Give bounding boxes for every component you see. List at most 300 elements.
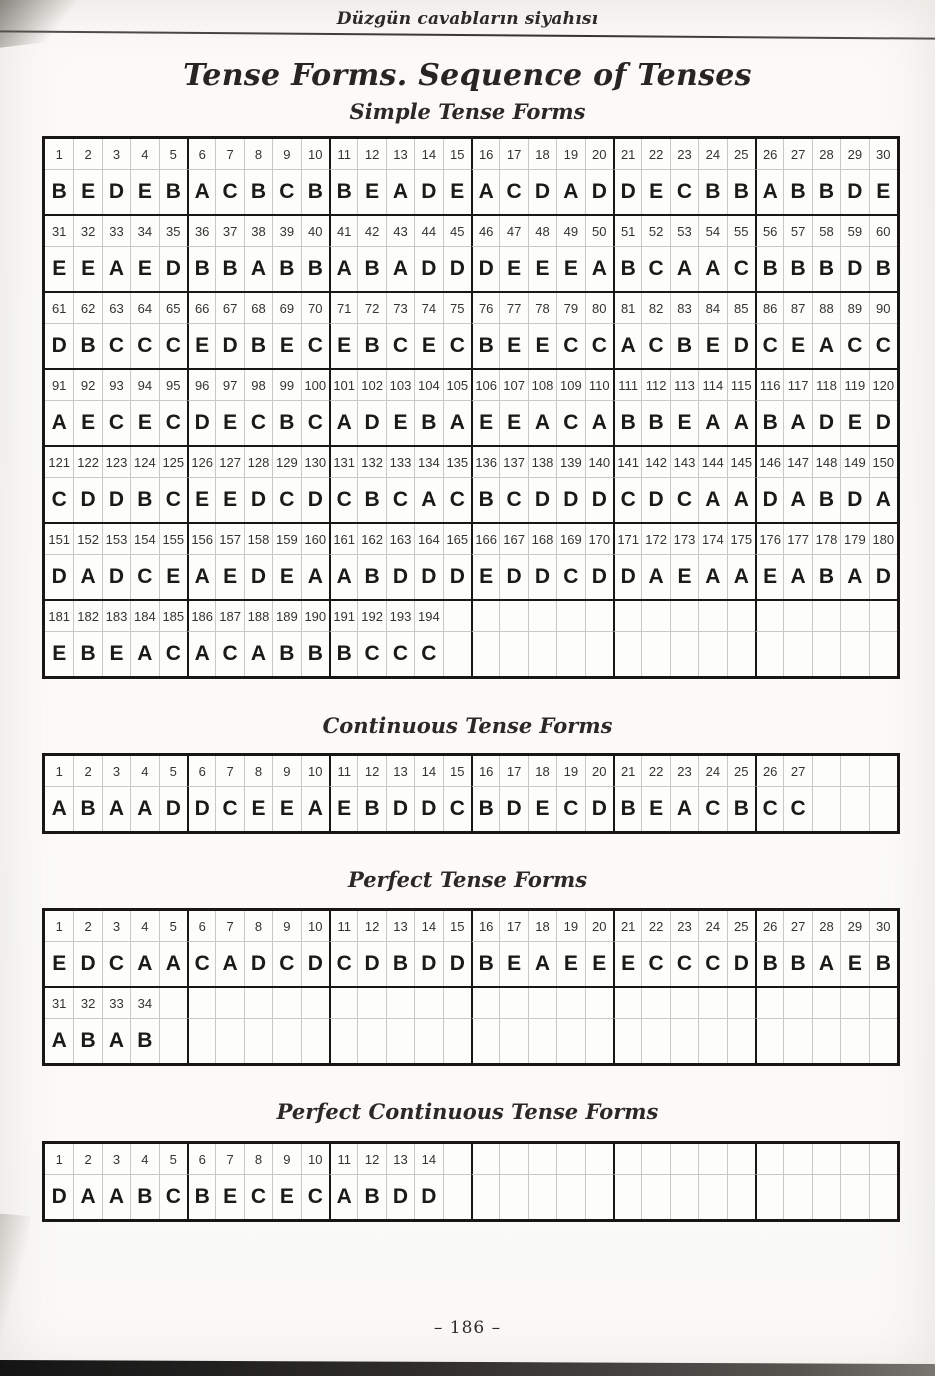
question-number: 46: [471, 216, 499, 247]
answer-sections: [0, 99, 935, 1222]
answer-letter: B: [613, 401, 641, 445]
answer-letter: E: [102, 632, 130, 676]
answer-letter: B: [357, 478, 385, 522]
question-number: 158: [244, 524, 272, 555]
question-number: 43: [386, 216, 414, 247]
question-number: 44: [414, 216, 442, 247]
question-number: 63: [102, 293, 130, 324]
question-number: 150: [869, 447, 897, 478]
answer-letter: C: [556, 401, 584, 445]
question-number: 47: [499, 216, 527, 247]
answer-letter: A: [187, 632, 215, 676]
answer-letter: [528, 1019, 556, 1063]
answer-letter: B: [869, 942, 897, 986]
answer-letter: B: [386, 942, 414, 986]
answer-letter: D: [727, 942, 755, 986]
answer-letter: C: [443, 787, 471, 831]
question-number: 108: [528, 370, 556, 401]
answer-letter: [244, 1019, 272, 1063]
answer-letter: [443, 632, 471, 676]
answer-letter: C: [869, 324, 897, 368]
question-number: 1: [45, 139, 73, 170]
question-number: 146: [755, 447, 783, 478]
question-number: 159: [272, 524, 300, 555]
question-number: [499, 1144, 527, 1175]
question-number: 16: [471, 911, 499, 942]
answer-letter: C: [301, 324, 329, 368]
answer-letter: E: [755, 555, 783, 599]
answer-letter: B: [755, 247, 783, 291]
answer-letter: C: [272, 942, 300, 986]
question-number: 7: [215, 139, 243, 170]
answer-letter: A: [840, 555, 868, 599]
answer-letter: E: [528, 247, 556, 291]
question-number: 133: [386, 447, 414, 478]
question-number: 7: [215, 911, 243, 942]
question-number: 11: [329, 756, 357, 787]
answer-letter: [443, 1175, 471, 1219]
answer-letter: B: [755, 401, 783, 445]
answer-letter: E: [52, 257, 67, 280]
question-number: 11: [329, 911, 357, 942]
answer-letter: C: [102, 942, 130, 986]
question-number: 171: [613, 524, 641, 555]
question-number: 123: [102, 447, 130, 478]
answer-letter: E: [130, 170, 158, 214]
question-number: 129: [272, 447, 300, 478]
question-number: 61: [45, 293, 73, 324]
question-number: [386, 988, 414, 1019]
answer-letter: D: [840, 170, 868, 214]
question-number: 22: [641, 756, 669, 787]
answer-letter: A: [244, 247, 272, 291]
question-number: 30: [869, 139, 897, 170]
answer-letter: [528, 632, 556, 676]
table-row: [45, 599, 897, 676]
question-number: 188: [244, 601, 272, 632]
question-number: 64: [130, 293, 158, 324]
question-number: 152: [73, 524, 101, 555]
question-number: 83: [670, 293, 698, 324]
question-number: 18: [528, 911, 556, 942]
answer-letter: A: [528, 942, 556, 986]
question-number: 1: [45, 1144, 73, 1175]
question-number: 26: [755, 139, 783, 170]
answer-letter: E: [869, 170, 897, 214]
question-number: 20: [585, 756, 613, 787]
answer-letter: C: [329, 942, 357, 986]
answer-letter: [840, 787, 868, 831]
question-number: 31: [45, 988, 73, 1019]
answer-letter: A: [187, 170, 215, 214]
question-number: [613, 601, 641, 632]
question-number: 154: [130, 524, 158, 555]
table-row: [45, 368, 897, 445]
table-row: [45, 291, 897, 368]
question-number: [840, 756, 868, 787]
answer-letter: E: [272, 555, 300, 599]
answer-letter: B: [73, 1019, 101, 1063]
answer-letter: B: [727, 787, 755, 831]
answer-letter: E: [698, 324, 726, 368]
answer-letter: B: [783, 247, 811, 291]
page-number: – 186 –: [433, 1318, 502, 1338]
answer-letter: D: [386, 555, 414, 599]
answer-letter: E: [613, 942, 641, 986]
question-number: 39: [272, 216, 300, 247]
question-number: 30: [869, 911, 897, 942]
question-number: 21: [613, 756, 641, 787]
answer-letter: A: [783, 478, 811, 522]
answer-letter: [556, 1019, 584, 1063]
question-number: 1: [45, 911, 73, 942]
question-number: [783, 988, 811, 1019]
answer-letter: C: [783, 787, 811, 831]
question-number: 25: [727, 139, 755, 170]
question-number: 130: [301, 447, 329, 478]
question-number: 3: [102, 1144, 130, 1175]
question-number: 120: [869, 370, 897, 401]
question-number: 34: [130, 988, 158, 1019]
question-number: 112: [641, 370, 669, 401]
answer-letter: [670, 1019, 698, 1063]
answer-letter: [869, 1175, 897, 1219]
question-number: 9: [272, 756, 300, 787]
question-number: 147: [783, 447, 811, 478]
answer-letter: C: [386, 324, 414, 368]
answer-letter: A: [51, 1029, 67, 1052]
answer-letter: D: [414, 555, 442, 599]
question-number: 4: [130, 139, 158, 170]
answer-letter: C: [159, 1175, 187, 1219]
answer-letter: [471, 632, 499, 676]
answer-letter: D: [244, 555, 272, 599]
answer-letter: [727, 1175, 755, 1219]
answer-letter: E: [215, 478, 243, 522]
answer-letter: E: [556, 942, 584, 986]
answer-letter: C: [159, 401, 187, 445]
question-number: 113: [670, 370, 698, 401]
question-number: 164: [414, 524, 442, 555]
answer-letter: D: [499, 787, 527, 831]
answer-letter: [869, 1019, 897, 1063]
answer-letter: A: [670, 247, 698, 291]
answer-letter: E: [386, 401, 414, 445]
answer-letter: C: [414, 632, 442, 676]
answer-letter: C: [357, 632, 385, 676]
question-number: 16: [471, 139, 499, 170]
question-number: 9: [272, 1144, 300, 1175]
answer-letter: C: [727, 247, 755, 291]
table-row: [45, 1144, 897, 1219]
answer-letter: [556, 632, 584, 676]
question-number: 25: [727, 911, 755, 942]
answer-letter: E: [414, 324, 442, 368]
answer-letter: [641, 1175, 669, 1219]
question-number: 28: [812, 139, 840, 170]
question-number: 29: [840, 139, 868, 170]
question-number: 153: [102, 524, 130, 555]
answer-letter: A: [187, 555, 215, 599]
answer-letter: C: [613, 478, 641, 522]
question-number: 172: [641, 524, 669, 555]
question-number: 54: [698, 216, 726, 247]
question-number: 137: [499, 447, 527, 478]
question-number: 3: [102, 911, 130, 942]
answer-letter: D: [301, 478, 329, 522]
answer-letter: C: [187, 942, 215, 986]
question-number: 87: [783, 293, 811, 324]
question-number: 169: [556, 524, 584, 555]
question-number: 192: [357, 601, 385, 632]
answer-letter: E: [471, 401, 499, 445]
question-number: [812, 601, 840, 632]
question-number: 107: [499, 370, 527, 401]
answer-letter: [727, 632, 755, 676]
answer-letter: D: [414, 247, 442, 291]
answer-letter: A: [130, 942, 158, 986]
question-number: 80: [585, 293, 613, 324]
answer-letter: A: [329, 401, 357, 445]
question-number: 15: [443, 756, 471, 787]
question-number: 53: [670, 216, 698, 247]
question-number: [528, 1144, 556, 1175]
answer-letter: D: [386, 787, 414, 831]
answer-letter: D: [840, 247, 868, 291]
answer-letter: [698, 1175, 726, 1219]
question-number: 79: [556, 293, 584, 324]
question-number: 110: [585, 370, 613, 401]
answer-letter: A: [102, 787, 130, 831]
answer-letter: B: [812, 170, 840, 214]
question-number: 6: [187, 756, 215, 787]
question-number: [698, 1144, 726, 1175]
question-number: 115: [727, 370, 755, 401]
answer-letter: A: [329, 555, 357, 599]
question-number: 105: [443, 370, 471, 401]
answer-letter: D: [443, 555, 471, 599]
question-number: [443, 1144, 471, 1175]
answer-letter: A: [329, 1175, 357, 1219]
question-number: 98: [244, 370, 272, 401]
answer-letter: A: [869, 478, 897, 522]
answer-letter: [698, 632, 726, 676]
question-number: 14: [414, 139, 442, 170]
answer-letter: A: [727, 478, 755, 522]
answer-letter: [613, 1175, 641, 1219]
question-number: 70: [301, 293, 329, 324]
question-number: 81: [613, 293, 641, 324]
answer-letter: B: [670, 324, 698, 368]
question-number: 177: [783, 524, 811, 555]
table-row: [45, 139, 897, 214]
answer-letter: E: [783, 324, 811, 368]
question-number: 84: [698, 293, 726, 324]
question-number: [471, 601, 499, 632]
page-header-area: [0, 0, 935, 36]
answer-letter: [585, 1175, 613, 1219]
question-number: [585, 1144, 613, 1175]
answer-letter: [585, 1019, 613, 1063]
question-number: 5: [159, 139, 187, 170]
answer-letter: B: [613, 787, 641, 831]
question-number: 7: [215, 1144, 243, 1175]
question-number: 140: [585, 447, 613, 478]
question-number: 124: [130, 447, 158, 478]
question-number: [159, 988, 187, 1019]
question-number: 48: [528, 216, 556, 247]
question-number: 32: [73, 988, 101, 1019]
answer-letter: A: [727, 555, 755, 599]
question-number: 34: [130, 216, 158, 247]
answer-letter: D: [613, 170, 641, 214]
question-number: 14: [414, 1144, 442, 1175]
question-number: 148: [812, 447, 840, 478]
section-title: Continuous Tense Forms: [322, 713, 613, 738]
question-number: 33: [102, 216, 130, 247]
answer-letter: D: [528, 555, 556, 599]
question-number: 17: [499, 756, 527, 787]
question-number: 185: [159, 601, 187, 632]
answer-letter: E: [585, 942, 613, 986]
question-number: 100: [301, 370, 329, 401]
question-number: [613, 1144, 641, 1175]
answer-letter: A: [727, 401, 755, 445]
question-number: 190: [301, 601, 329, 632]
section-title: Simple Tense Forms: [349, 99, 586, 124]
question-number: 59: [840, 216, 868, 247]
question-number: [869, 601, 897, 632]
question-number: 145: [727, 447, 755, 478]
question-number: [783, 601, 811, 632]
answer-letter: B: [130, 478, 158, 522]
answer-letter: D: [528, 478, 556, 522]
answer-letter: D: [585, 170, 613, 214]
answer-letter: E: [329, 787, 357, 831]
answer-letter: B: [51, 180, 67, 203]
answer-table: [42, 753, 900, 834]
question-number: 136: [471, 447, 499, 478]
question-number: 56: [755, 216, 783, 247]
question-number: 2: [73, 911, 101, 942]
answer-letter: A: [613, 324, 641, 368]
question-number: [471, 1144, 499, 1175]
answer-letter: B: [357, 247, 385, 291]
answer-letter: B: [812, 478, 840, 522]
answer-letter: E: [73, 401, 101, 445]
question-number: 49: [556, 216, 584, 247]
running-header: Düzgün cavabların siyahısı: [336, 9, 599, 29]
answer-letter: E: [641, 787, 669, 831]
answer-letter: A: [471, 170, 499, 214]
answer-letter: C: [159, 632, 187, 676]
answer-letter: D: [528, 170, 556, 214]
answer-letter: A: [585, 247, 613, 291]
question-number: 2: [73, 756, 101, 787]
answer-letter: E: [528, 324, 556, 368]
question-number: 95: [159, 370, 187, 401]
answer-letter: C: [698, 787, 726, 831]
answer-letter: [187, 1019, 215, 1063]
question-number: 33: [102, 988, 130, 1019]
answer-letter: E: [215, 555, 243, 599]
question-number: 3: [102, 756, 130, 787]
question-number: [585, 988, 613, 1019]
question-number: 12: [357, 911, 385, 942]
answer-letter: A: [556, 170, 584, 214]
answer-letter: [812, 1019, 840, 1063]
question-number: [670, 1144, 698, 1175]
answer-letter: A: [51, 411, 67, 434]
question-number: 8: [244, 911, 272, 942]
question-number: [215, 988, 243, 1019]
answer-letter: A: [641, 555, 669, 599]
answer-letter: [783, 632, 811, 676]
answer-letter: B: [783, 942, 811, 986]
question-number: 183: [102, 601, 130, 632]
table-row: [45, 214, 897, 291]
question-number: 65: [159, 293, 187, 324]
question-number: [641, 988, 669, 1019]
answer-letter: C: [215, 787, 243, 831]
question-number: [244, 988, 272, 1019]
answer-letter: E: [215, 1175, 243, 1219]
question-number: [812, 756, 840, 787]
question-number: 94: [130, 370, 158, 401]
answer-letter: B: [73, 787, 101, 831]
answer-letter: C: [670, 478, 698, 522]
question-number: 96: [187, 370, 215, 401]
answer-letter: D: [585, 555, 613, 599]
answer-letter: C: [556, 324, 584, 368]
question-number: 5: [159, 1144, 187, 1175]
answer-letter: E: [130, 247, 158, 291]
question-number: 6: [187, 911, 215, 942]
answer-letter: D: [499, 555, 527, 599]
answer-letter: E: [187, 478, 215, 522]
answer-letter: E: [670, 555, 698, 599]
answer-letter: B: [357, 787, 385, 831]
question-number: [357, 988, 385, 1019]
answer-letter: B: [357, 1175, 385, 1219]
answer-letter: D: [414, 787, 442, 831]
answer-letter: E: [499, 942, 527, 986]
question-number: [556, 1144, 584, 1175]
answer-letter: C: [499, 170, 527, 214]
answer-letter: B: [471, 787, 499, 831]
question-number: 22: [641, 139, 669, 170]
answer-letter: C: [272, 478, 300, 522]
answer-letter: A: [386, 170, 414, 214]
answer-letter: C: [386, 632, 414, 676]
answer-letter: D: [585, 478, 613, 522]
question-number: [812, 988, 840, 1019]
answer-letter: [869, 787, 897, 831]
answer-letter: [869, 632, 897, 676]
question-number: 167: [499, 524, 527, 555]
section-perfect-tense-forms: [0, 867, 935, 1066]
answer-letter: E: [670, 401, 698, 445]
answer-letter: B: [301, 247, 329, 291]
answer-letter: E: [52, 952, 67, 975]
question-number: 116: [755, 370, 783, 401]
answer-letter: A: [698, 555, 726, 599]
question-number: 121: [45, 447, 73, 478]
answer-letter: C: [443, 478, 471, 522]
question-number: 149: [840, 447, 868, 478]
question-number: [329, 988, 357, 1019]
question-number: 13: [386, 756, 414, 787]
